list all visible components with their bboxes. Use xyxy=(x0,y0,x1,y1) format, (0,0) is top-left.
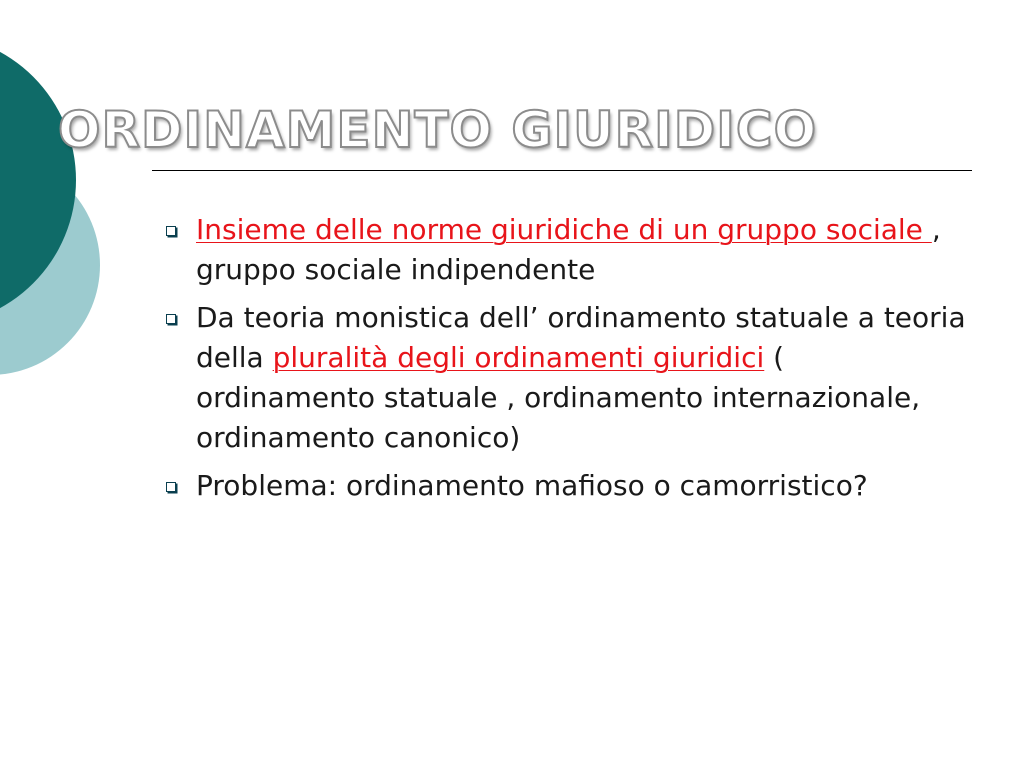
hollow-square-bullet-icon xyxy=(166,226,176,236)
bullet-text: , gruppo sociale indipendente xyxy=(196,213,941,286)
pluralita-ordinamenti-link[interactable]: pluralità degli ordinamenti giuridici xyxy=(272,341,765,374)
bullet-text: Da teoria monistica dell’ ordinamento statuale a teoria della xyxy=(196,301,966,374)
bullet-text: Problema: ordinamento mafioso o camorristico? xyxy=(196,469,868,502)
bullet-item xyxy=(160,210,970,290)
title-divider xyxy=(152,170,972,171)
bullet-text: ( ordinamento statuale , ordinamento internazionale, ordinamento canonico) xyxy=(196,341,921,454)
bullet-list xyxy=(160,210,970,514)
bullet-item xyxy=(160,298,970,458)
slide-title: ORDINAMENTO GIURIDICO xyxy=(58,101,818,159)
hollow-square-bullet-icon xyxy=(166,314,176,324)
bullet-item xyxy=(160,466,970,506)
norme-giuridiche-link[interactable]: Insieme delle norme giuridiche di un gruppo sociale xyxy=(196,213,932,246)
hollow-square-bullet-icon xyxy=(166,482,176,492)
decorative-circles xyxy=(0,0,120,420)
